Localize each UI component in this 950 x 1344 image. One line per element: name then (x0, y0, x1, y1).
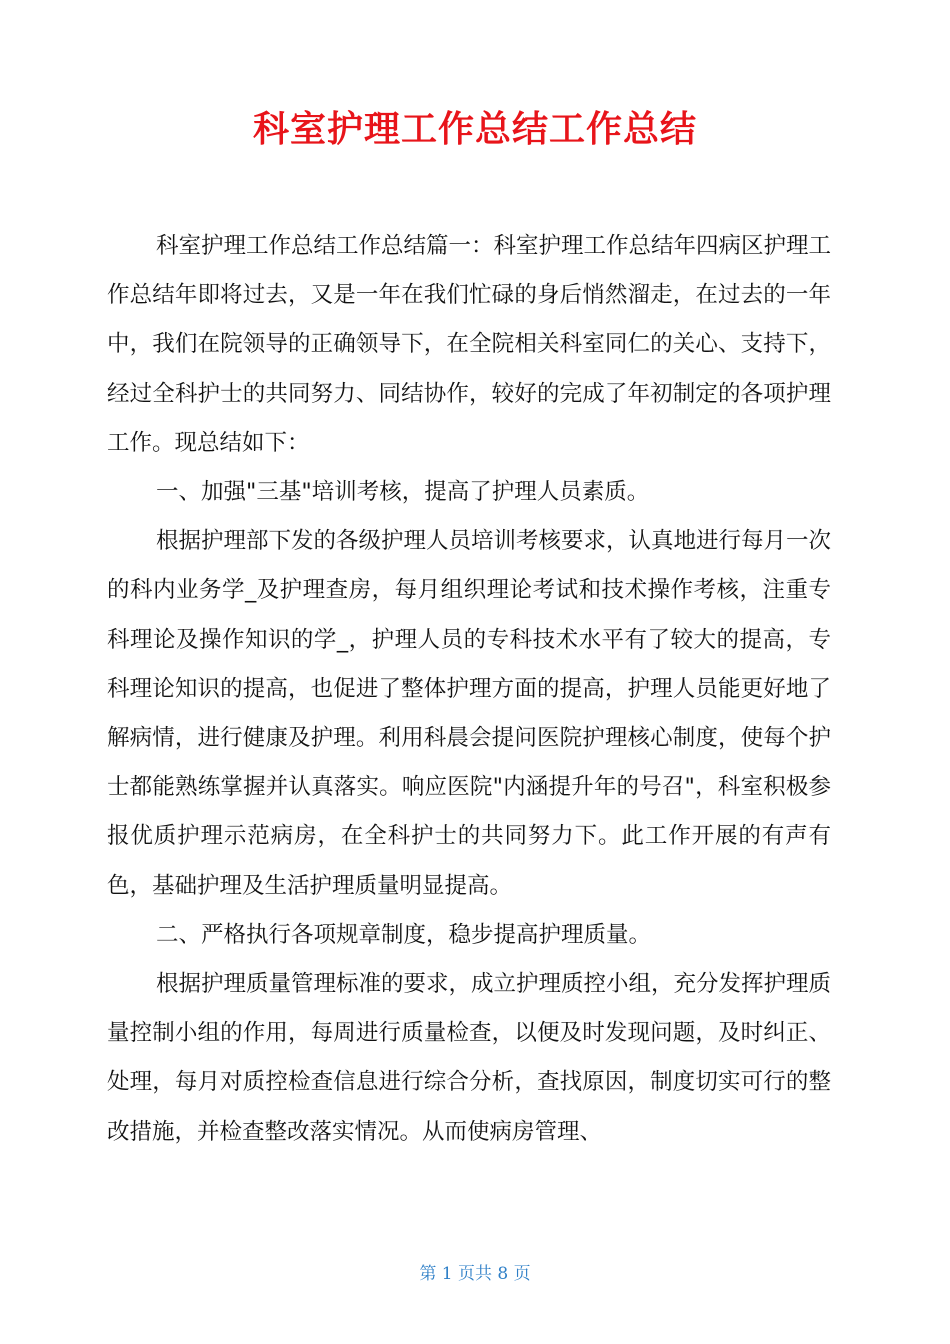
section-heading-2: 二、严格执行各项规章制度，稳步提高护理质量。 (156, 921, 652, 948)
paragraph-quality: 根据护理质量管理标准的要求，成立护理质控小组，充分发挥护理质量控制小组的作用，每周进行质量检查，以便及时发现问题，及时纠正、处理，每月对质控检查信息进行综合分析，查找原因，制度切实可行的整改措施，并检查整改落实情况。从而使病房管理、 (107, 971, 832, 1145)
page-number-footer: 第 1 页共 8 页 (419, 1264, 531, 1284)
section-heading-1: 一、加强"三基"培训考核，提高了护理人员素质。 (156, 479, 650, 506)
document-title: 科室护理工作总结工作总结 (252, 109, 697, 150)
document-body (107, 222, 831, 1157)
paragraph-intro: 科室护理工作总结工作总结篇一：科室护理工作总结年四病区护理工作总结年即将过去，又是一年在我们忙碌的身后悄然溜走，在过去的一年中，我们在院领导的正确领导下，在全院相关科室同仁的关心、支持下，经过全科护士的共同努力、同结协作，较好的完成了年初制定的各项护理工作。现总结如下： (107, 233, 832, 456)
paragraph-training: 根据护理部下发的各级护理人员培训考核要求，认真地进行每月一次的科内业务学_及护理查房，每月组织理论考试和技术操作考核，注重专科理论及操作知识的学_，护理人员的专科技术水平有了较大的提高，专科理论知识的提高，也促进了整体护理方面的提高，护理人员能更好地了解病情，进行健康及护理。利用科晨会提问医院护理核心制度，使每个护士都能熟练掌握并认真落实。响应医院"内涵提升年的号召"，科室积极参报优质护理示范病房，在全科护士的共同努力下。此工作开展的有声有色，基础护理及生活护理质量明显提高。 (107, 528, 832, 899)
